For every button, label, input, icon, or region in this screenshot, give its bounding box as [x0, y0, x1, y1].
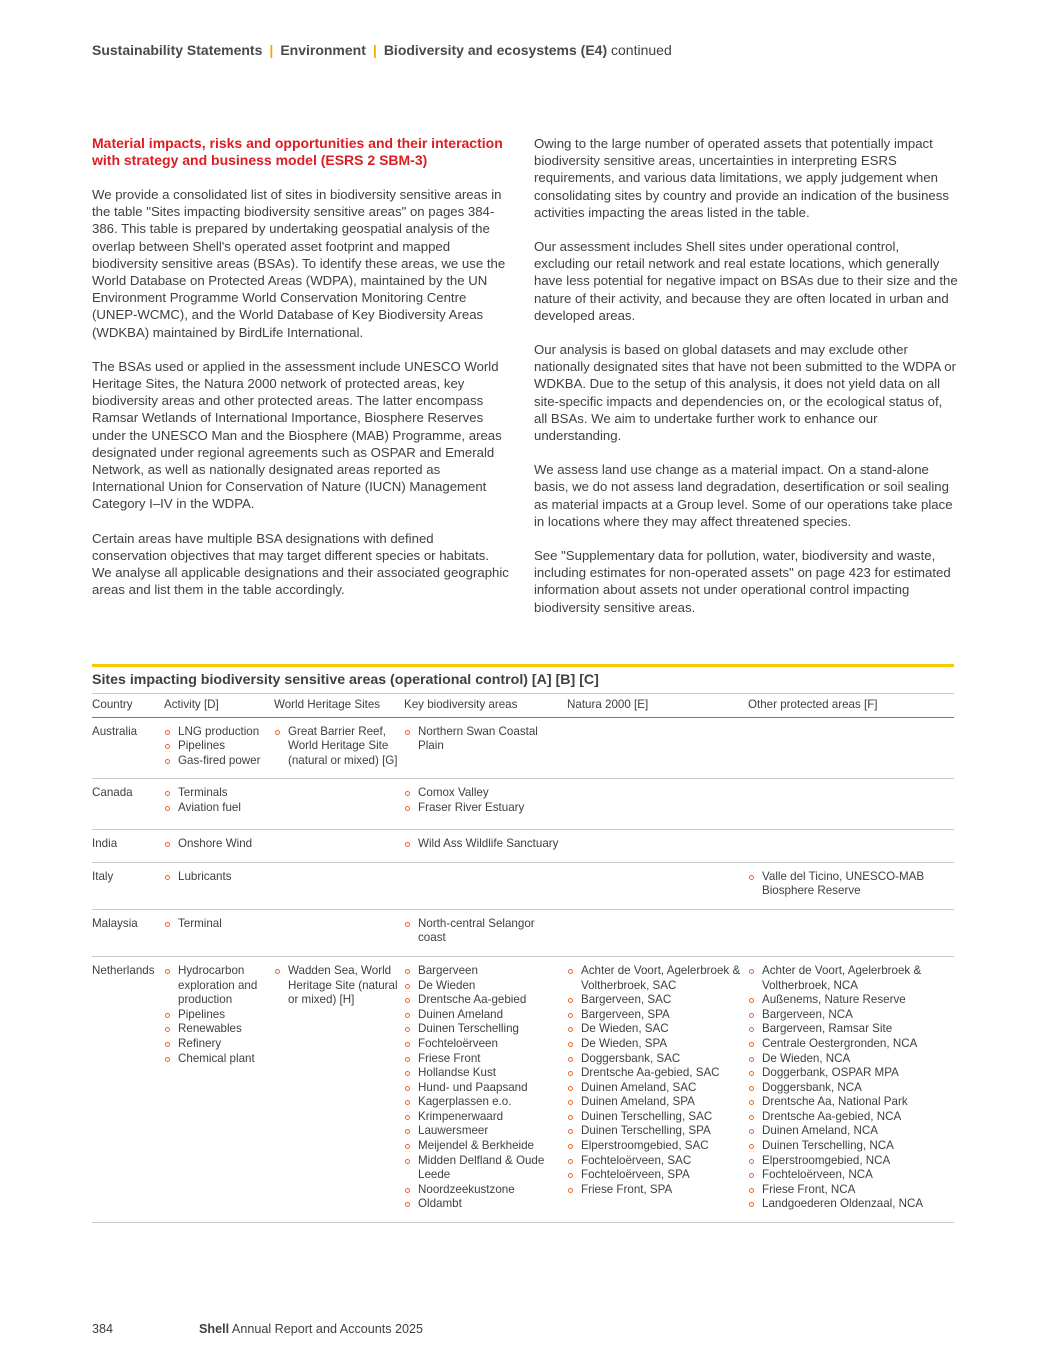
list-item: Wild Ass Wildlife Sanctuary: [404, 837, 567, 852]
column-header-activity: Activity [D]: [164, 694, 274, 718]
paragraph: Owing to the large number of operated assets that potentially impact biodiversity sensitive areas, uncertainties in interpreting ESRS requirements, and various data limitations, we apply judgement when consolidating sites by country and provide an indication of the business activities impacting the areas listed in the table.: [534, 136, 949, 220]
country-cell: Italy: [92, 862, 164, 909]
paragraph: Our assessment includes Shell sites under operational control, excluding our retail network and real estate locations, which generally have less potential for negative impact on BSAs due to their size and the nature of their activity, and because they are often located in urban and developed areas.: [534, 239, 958, 323]
natura-2000-cell: [567, 956, 748, 1222]
paragraph: Certain areas have multiple BSA designations with defined conservation objectives that may target different species or habitats. We analyse all applicable designations and their associated geographic areas and list them in the table accordingly.: [92, 530, 509, 598]
bullet-list: [404, 917, 567, 946]
other-protected-cell: [748, 779, 954, 830]
bullet-list: [567, 964, 748, 1198]
list-item: Northern Swan Coastal Plain: [404, 725, 567, 754]
list-item: Duinen Ameland, SPA: [567, 1095, 748, 1110]
list-item: Duinen Terschelling: [404, 1022, 567, 1037]
list-item: Kagerplassen e.o.: [404, 1095, 567, 1110]
list-item: Friese Front: [404, 1052, 567, 1067]
paragraph: Our analysis is based on global datasets and may exclude other nationally designated sites that have not been submitted to the WDPA or WDKBA. Due to the setup of this analysis, it does not yield data on all site-specific impacts and dependencies on, or the ecological status of, all BSAs. We aim to undertake further work to enhance our understanding.: [534, 342, 957, 444]
list-item: Terminal: [164, 917, 274, 932]
list-item: Oldambt: [404, 1197, 567, 1212]
list-item: Hund- und Paapsand: [404, 1081, 567, 1096]
bullet-list: [404, 725, 567, 754]
natura-2000-cell: [567, 829, 748, 862]
breadcrumb-sustainability[interactable]: Sustainability Statements: [92, 42, 263, 58]
country-cell: India: [92, 829, 164, 862]
bullet-list: [748, 870, 954, 899]
page-number: 384: [92, 1322, 114, 1336]
bullet-list: [164, 870, 274, 885]
world-heritage-cell: [274, 862, 404, 909]
world-heritage-cell: [274, 779, 404, 830]
list-item: Bargerveen, NCA: [748, 1008, 954, 1023]
breadcrumb-biodiversity[interactable]: Biodiversity and ecosystems (E4): [383, 42, 608, 58]
key-biodiversity-cell: [404, 862, 567, 909]
sites-table-section: [92, 664, 954, 1223]
country-cell: Canada: [92, 779, 164, 830]
column-header-country: Country: [92, 694, 164, 718]
list-item: Valle del Ticino, UNESCO-MAB Biosphere Reserve: [748, 870, 954, 899]
bullet-list: [164, 837, 274, 852]
natura-2000-cell: [567, 779, 748, 830]
table-row: [92, 717, 954, 779]
list-item: Achter de Voort, Agelerbroek & Voltherbroek, NCA: [748, 964, 954, 993]
list-item: Refinery: [164, 1037, 274, 1052]
key-biodiversity-cell: [404, 829, 567, 862]
list-item: LNG production: [164, 725, 274, 740]
list-item: Duinen Ameland, NCA: [748, 1124, 954, 1139]
country-cell: Australia: [92, 717, 164, 779]
list-item: Chemical plant: [164, 1052, 274, 1067]
table-row: [92, 829, 954, 862]
list-item: Great Barrier Reef, World Heritage Site (natural or mixed) [G]: [274, 725, 404, 769]
list-item: Achter de Voort, Agelerbroek & Voltherbroek, SAC: [567, 964, 748, 993]
list-item: Lubricants: [164, 870, 274, 885]
list-item: Doggersbank, SAC: [567, 1052, 748, 1067]
list-item: Pipelines: [164, 739, 274, 754]
natura-2000-cell: [567, 909, 748, 956]
list-item: Fochteloërveen, SAC: [567, 1154, 748, 1169]
list-item: Doggersbank, NCA: [748, 1081, 954, 1096]
list-item: Wadden Sea, World Heritage Site (natural or mixed) [H]: [274, 964, 404, 1008]
activity-cell: [164, 909, 274, 956]
list-item: Aviation fuel: [164, 801, 274, 816]
list-item: Drentsche Aa-gebied, NCA: [748, 1110, 954, 1125]
activity-cell: [164, 956, 274, 1222]
breadcrumb-suffix: continued: [611, 42, 672, 58]
world-heritage-cell: [274, 717, 404, 779]
list-item: Drentsche Aa, National Park: [748, 1095, 954, 1110]
list-item: Comox Valley: [404, 786, 567, 801]
natura-2000-cell: [567, 862, 748, 909]
report-title: Annual Report and Accounts 2025: [231, 1322, 424, 1336]
list-item: Außenems, Nature Reserve: [748, 993, 954, 1008]
table-title: Sites impacting biodiversity sensitive areas (operational control) [A] [B] [C]: [92, 672, 599, 688]
list-item: Bargerveen, SPA: [567, 1008, 748, 1023]
breadcrumb-separator: |: [269, 42, 274, 58]
bullet-list: [274, 964, 404, 1008]
page-footer: [92, 1322, 423, 1336]
list-item: De Wieden: [404, 979, 567, 994]
activity-cell: [164, 717, 274, 779]
breadcrumb-separator: |: [372, 42, 377, 58]
paragraph: We provide a consolidated list of sites in biodiversity sensitive areas in the table "Sites impacting biodiversity sensitive areas" on pages 384-386. This table is prepared by undertaking geospatial analysis of the overlap between Shell's operated asset footprint and mapped biodiversity sensitive areas (BSAs). To identify these areas, we use the World Database on Protected Areas (WDPA), maintained by the UN Environment Programme World Conservation Monitoring Centre (UNEP-WCMC), and the World Database of Key Biodiversity Areas (WDKBA) maintained by BirdLife International.: [92, 187, 506, 340]
list-item: Doggerbank, OSPAR MPA: [748, 1066, 954, 1081]
bullet-list: [164, 786, 274, 815]
list-item: Meijendel & Berkheide: [404, 1139, 567, 1154]
list-item: De Wieden, NCA: [748, 1052, 954, 1067]
paragraph: We assess land use change as a material impact. On a stand-alone basis, we do not assess land degradation, desertification or soil sealing as material impacts at a Group level. Some of our operations take place in locations where they may affect threatened species.: [534, 462, 953, 529]
table-header-row: [92, 694, 954, 718]
list-item: Hollandse Kust: [404, 1066, 567, 1081]
bullet-list: [404, 786, 567, 815]
world-heritage-cell: [274, 956, 404, 1222]
column-header-key-biodiversity: Key biodiversity areas: [404, 694, 567, 718]
list-item: Friese Front, SPA: [567, 1183, 748, 1198]
other-protected-cell: [748, 862, 954, 909]
list-item: Duinen Ameland, SAC: [567, 1081, 748, 1096]
section-heading: Material impacts, risks and opportunities and their interaction with strategy and business model (ESRS 2 SBM-3): [92, 135, 503, 168]
activity-cell: [164, 829, 274, 862]
bullet-list: [164, 725, 274, 769]
country-cell: Malaysia: [92, 909, 164, 956]
list-item: Renewables: [164, 1022, 274, 1037]
key-biodiversity-cell: [404, 779, 567, 830]
list-item: Friese Front, NCA: [748, 1183, 954, 1198]
list-item: De Wieden, SPA: [567, 1037, 748, 1052]
other-protected-cell: [748, 956, 954, 1222]
list-item: Duinen Terschelling, SPA: [567, 1124, 748, 1139]
table-row: [92, 956, 954, 1222]
world-heritage-cell: [274, 909, 404, 956]
list-item: Onshore Wind: [164, 837, 274, 852]
list-item: Pipelines: [164, 1008, 274, 1023]
list-item: Duinen Terschelling, NCA: [748, 1139, 954, 1154]
list-item: Landgoederen Oldenzaal, NCA: [748, 1197, 954, 1212]
natura-2000-cell: [567, 717, 748, 779]
brand-name: Shell: [199, 1322, 230, 1336]
list-item: Duinen Ameland: [404, 1008, 567, 1023]
list-item: Fochteloërveen: [404, 1037, 567, 1052]
activity-cell: [164, 862, 274, 909]
list-item: De Wieden, SAC: [567, 1022, 748, 1037]
list-item: Bargerveen, SAC: [567, 993, 748, 1008]
column-header-natura-2000: Natura 2000 [E]: [567, 694, 748, 718]
column-header-other-protected: Other protected areas [F]: [748, 694, 954, 718]
country-cell: Netherlands: [92, 956, 164, 1222]
sites-table: [92, 693, 954, 1223]
list-item: Midden Delfland & Oude Leede: [404, 1154, 567, 1183]
list-item: Duinen Terschelling, SAC: [567, 1110, 748, 1125]
list-item: Fochteloërveen, NCA: [748, 1168, 954, 1183]
key-biodiversity-cell: [404, 909, 567, 956]
list-item: Noordzeekustzone: [404, 1183, 567, 1198]
table-row: [92, 779, 954, 830]
paragraph: See "Supplementary data for pollution, water, biodiversity and waste, including estimates for non-operated assets" on page 423 for estimated information about assets not under operational control impacting biodiversity sensitive areas.: [534, 548, 951, 615]
breadcrumb-environment[interactable]: Environment: [280, 42, 366, 58]
activity-cell: [164, 779, 274, 830]
left-column: [92, 135, 512, 615]
list-item: Bargerveen: [404, 964, 567, 979]
list-item: Fraser River Estuary: [404, 801, 567, 816]
column-header-world-heritage: World Heritage Sites: [274, 694, 404, 718]
key-biodiversity-cell: [404, 956, 567, 1222]
page-header: [92, 42, 672, 58]
other-protected-cell: [748, 909, 954, 956]
list-item: Gas-fired power: [164, 754, 274, 769]
paragraph: The BSAs used or applied in the assessment include UNESCO World Heritage Sites, the Natura 2000 network of protected areas, key biodiversity areas and other protected areas. The latter encompass Ramsar Wetlands of International Importance, Biosphere Reserves under the UNESCO Man and the Biosphere (MAB) Programme, areas designated under regional agreements such as OSPAR and Emerald Network, as well as nationally designated areas reported as International Union for Conservation of Nature (IUCN) Management Category I–IV in the WDPA.: [92, 358, 502, 512]
list-item: Drentsche Aa-gebied, SAC: [567, 1066, 748, 1081]
bullet-list: [164, 917, 274, 932]
list-item: Fochteloërveen, SPA: [567, 1168, 748, 1183]
list-item: Elperstroomgebied, NCA: [748, 1154, 954, 1169]
bullet-list: [748, 964, 954, 1212]
other-protected-cell: [748, 829, 954, 862]
key-biodiversity-cell: [404, 717, 567, 779]
bullet-list: [274, 725, 404, 769]
world-heritage-cell: [274, 829, 404, 862]
right-column: [534, 135, 958, 633]
bullet-list: [164, 964, 274, 1066]
list-item: Centrale Oestergronden, NCA: [748, 1037, 954, 1052]
list-item: North-central Selangor coast: [404, 917, 567, 946]
table-body: [92, 717, 954, 1222]
other-protected-cell: [748, 717, 954, 779]
table-row: [92, 909, 954, 956]
list-item: Hydrocarbon exploration and production: [164, 964, 274, 1008]
list-item: Elperstroomgebied, SAC: [567, 1139, 748, 1154]
table-row: [92, 862, 954, 909]
list-item: Terminals: [164, 786, 274, 801]
list-item: Krimpenerwaard: [404, 1110, 567, 1125]
list-item: Drentsche Aa-gebied: [404, 993, 567, 1008]
bullet-list: [404, 837, 567, 852]
list-item: Bargerveen, Ramsar Site: [748, 1022, 954, 1037]
list-item: Lauwersmeer: [404, 1124, 567, 1139]
bullet-list: [404, 964, 567, 1212]
